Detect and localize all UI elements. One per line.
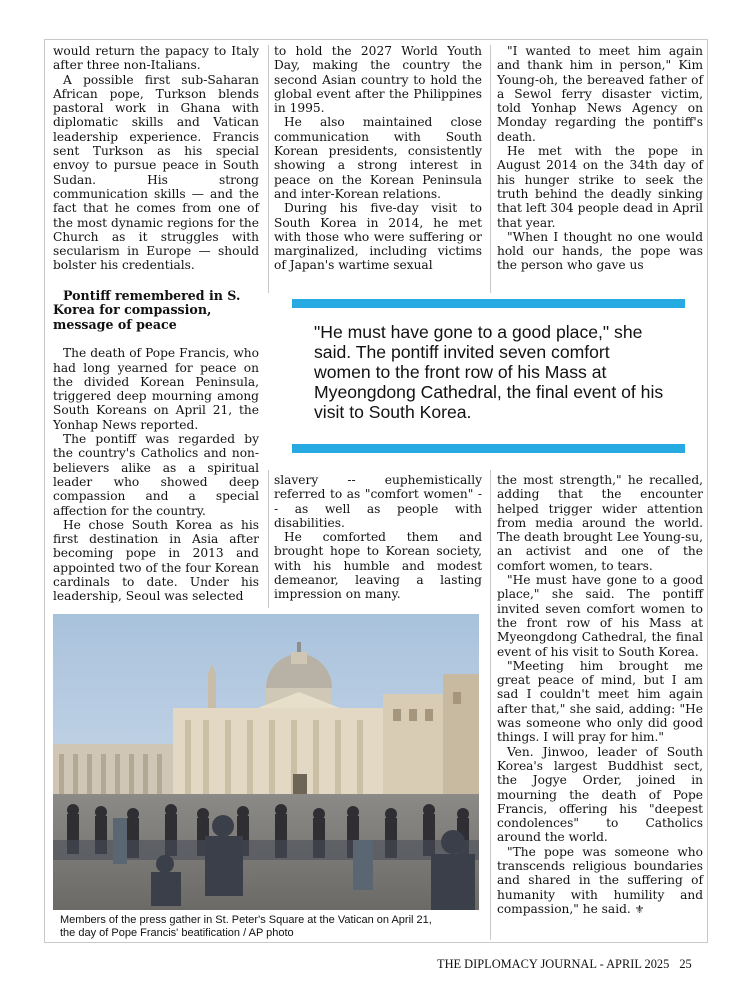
section-heading: Pontiff remembered in S. Korea for compassion, message of peace <box>53 287 241 332</box>
pull-quote: "He must have gone to a good place," she said. The pontiff invited seven comfort women to the front row of his Mass at Myeongdong Cathedral, the final event of his visit to South Korea. <box>314 322 664 422</box>
publication-name: THE DIPLOMACY JOURNAL - APRIL 2025 <box>437 957 670 971</box>
body-paragraph: "When I thought no one would hold our hands, the pope was the person who gave us <box>497 229 703 273</box>
body-paragraph: During his five-day visit to South Korea in 2014, he met with those who were suffering or marginalized, including victims of Japan's wartime sexual <box>274 201 482 273</box>
pull-quote-bottom-bar <box>292 444 685 453</box>
body-paragraph <box>497 845 703 917</box>
column-divider-bottom-2 <box>490 470 491 940</box>
body-paragraph: the most strength," he recalled, adding that the encounter helped trigger wider attention from media around the world. The death brought Lee Young-su, an activist and one of the comfort women, to tears. <box>497 473 703 573</box>
page-number: 25 <box>679 957 692 971</box>
body-paragraph: He chose South Korea as his first destination in Asia after becoming pope in 2013 and appointed two of the four Korean cardinals to date. Under his leadership, Seoul was selected <box>53 517 259 604</box>
column-1 <box>53 44 259 604</box>
st-peters-basilica-illustration <box>53 614 479 910</box>
body-paragraph: would return the papacy to Italy after three non-Italians. <box>53 44 259 73</box>
body-paragraph: slavery -- euphemistically referred to as "comfort women" -- as well as people with disabilities. <box>274 473 482 530</box>
photo-caption-line-1: Members of the press gather in St. Peter's Square at the Vatican on April 21, <box>60 914 432 926</box>
body-paragraph: He met with the pope in August 2014 on the 34th day of his hunger strike to seek the truth behind the deadly sinking that left 304 people dead in April that year. <box>497 144 703 230</box>
photo-caption <box>60 914 480 939</box>
body-paragraph: A possible first sub-Saharan African pope, Turkson blends pastoral work in Ghana with diplomatic skills and Vatican leadership experience. Francis sent Turkson as his special envoy to pursue peace in South Sudan. His strong communication skills — and the fact that he comes from one of the most dynamic regions for the Church as it struggles with secularism in Europe — should bolster his credentials. <box>53 72 259 273</box>
body-paragraph: to hold the 2027 World Youth Day, making the country the second Asian country to hold the global event after the Philippines in 1995. <box>274 44 482 116</box>
column-2-top <box>274 44 482 273</box>
column-2-bottom <box>274 473 482 602</box>
closing-paragraph: "The pope was someone who transcends religious boundaries and shared in the suffering of humanity with humility and compassion," he said. <box>497 844 703 916</box>
photo-st-peters-square <box>53 614 479 910</box>
photo-caption-line-2: the day of Pope Francis' beatification / AP photo <box>60 926 294 939</box>
body-paragraph: "He must have gone to a good place," she said. The pontiff invited seven comfort women to the front row of his Mass at Myeongdong Cathedral, the final event of his visit to South Korea. <box>497 573 703 659</box>
body-paragraph: Ven. Jinwoo, leader of South Korea's largest Buddhist sect, the Jogye Order, joined in mourning the death of Pope Francis, offering his "deepest condolences" to Catholics around the world. <box>497 744 703 845</box>
fleur-de-lis-icon: ⚜ <box>634 902 645 916</box>
body-paragraph: He comforted them and brought hope to Korean society, with his humble and modest demeanor, leaving a lasting impression on many. <box>274 530 482 602</box>
body-paragraph: He also maintained close communication with South Korean presidents, consistently showing a strong interest in peace on the Korean Peninsula and inter-Korean relations. <box>274 115 482 201</box>
body-paragraph: The pontiff was regarded by the country's Catholics and non-believers alike as a spiritual leader who showed deep compassion and a special affection for the country. <box>53 432 259 518</box>
pull-quote-top-bar <box>292 299 685 308</box>
column-divider-top-2 <box>490 45 491 293</box>
column-divider-bottom-1 <box>268 470 269 608</box>
body-paragraph: The death of Pope Francis, who had long yearned for peace on the divided Korean Peninsula, triggered deep mourning among South Koreans on April 21, the Yonhap News reported. <box>53 346 259 432</box>
body-paragraph: "I wanted to meet him again and thank him in person," Kim Young-oh, the bereaved father of a Sewol ferry disaster victim, told Yonhap News Agency on Monday regarding the pontiff's death. <box>497 44 703 144</box>
column-1-top <box>53 44 259 273</box>
column-3-top <box>497 44 703 273</box>
body-paragraph: "Meeting him brought me great peace of mind, but I am sad I couldn't meet him again after that," she said, adding: "He was someone who only did good things. I will pray for him." <box>497 658 703 745</box>
column-1-bottom <box>53 346 259 603</box>
column-divider-top-1 <box>268 45 269 293</box>
column-3-bottom <box>497 473 703 917</box>
page-footer <box>437 957 692 972</box>
